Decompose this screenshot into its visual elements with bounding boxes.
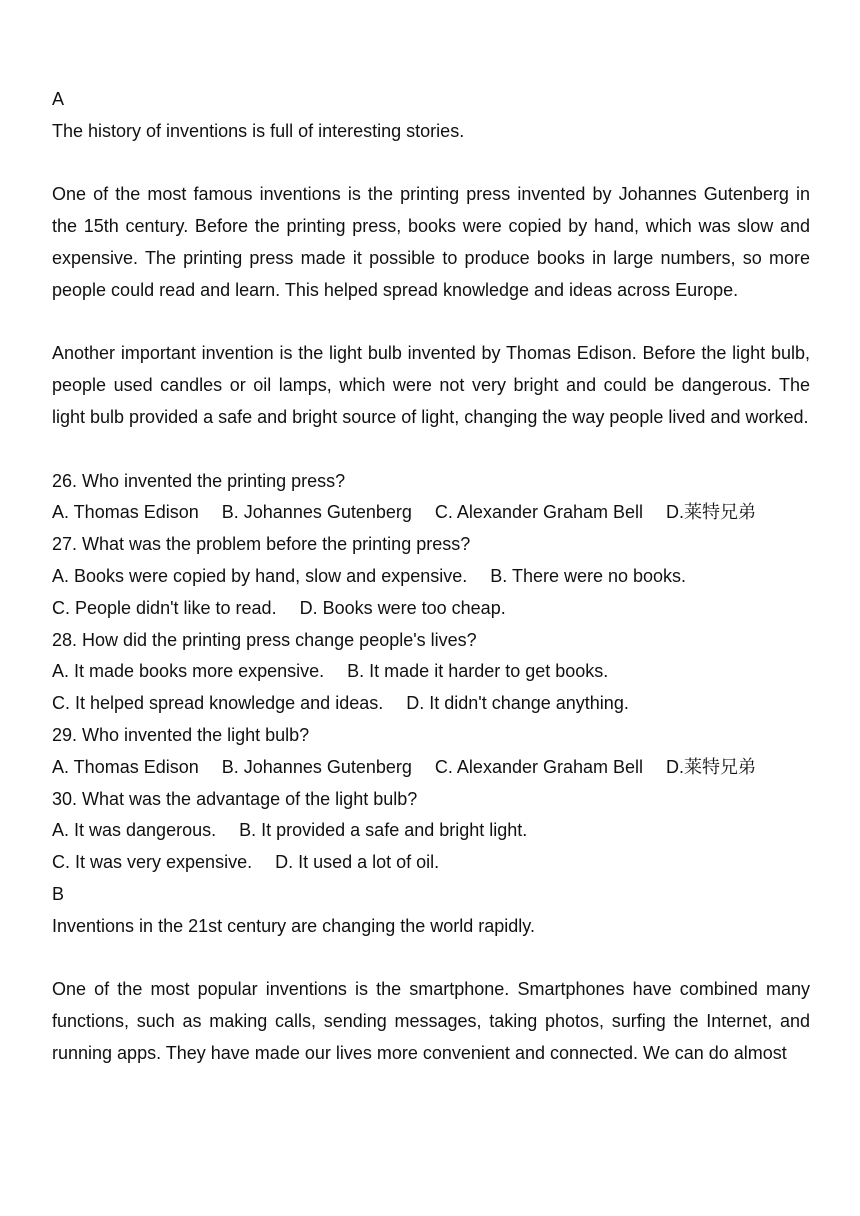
question-29-options <box>52 752 810 784</box>
spacer <box>52 943 810 975</box>
question-26-option-d: D.莱特兄弟 <box>666 502 757 523</box>
question-30-option-a: A. It was dangerous. <box>52 820 217 841</box>
question-29-option-a: A. Thomas Edison <box>52 756 199 777</box>
question-28-option-c: C. It helped spread knowledge and ideas. <box>52 693 384 714</box>
question-27-option-b: B. There were no books. <box>490 565 687 586</box>
question-28-options-line-1 <box>52 656 810 688</box>
question-27-stem: 27. What was the problem before the printing press? <box>52 534 471 555</box>
question-28-option-b: B. It made it harder to get books. <box>347 661 609 682</box>
question-28-option-d: D. It didn't change anything. <box>406 693 629 714</box>
question-28-options-line-2 <box>52 688 810 720</box>
question-28-stem: 28. How did the printing press change people's lives? <box>52 629 477 650</box>
question-30-options-line-1 <box>52 815 810 847</box>
question-30-option-d: D. It used a lot of oil. <box>275 852 440 873</box>
question-26-option-b: B. Johannes Gutenberg <box>221 502 412 523</box>
question-27-option-a: A. Books were copied by hand, slow and expensive. <box>52 565 468 586</box>
question-30-option-b: B. It provided a safe and bright light. <box>239 820 528 841</box>
section-b-label: B <box>52 883 65 904</box>
section-b-intro: Inventions in the 21st century are changing the world rapidly. <box>52 915 535 936</box>
question-30-options-line-2 <box>52 847 810 879</box>
passage-paragraph-light-bulb: Another important invention is the light bulb invented by Thomas Edison. Before the light bulb, people used candles or oil lamps, which were not very bright and could be dangerous. The light bulb provided a safe and bright source of light, changing the way people lived and worked. <box>52 343 810 427</box>
spacer <box>52 307 810 339</box>
question-29-option-b: B. Johannes Gutenberg <box>221 756 412 777</box>
question-29-stem: 29. Who invented the light bulb? <box>52 724 310 745</box>
section-a-intro: The history of inventions is full of interesting stories. <box>52 120 465 141</box>
passage-paragraph-smartphone: One of the most popular inventions is the smartphone. Smartphones have combined many functions, such as making calls, sending messages, taking photos, surfing the Internet, and running apps. They have made our lives more convenient and connected. We can do almost <box>52 979 810 1063</box>
question-29-option-d: D.莱特兄弟 <box>666 756 757 777</box>
question-26-option-c: C. Alexander Graham Bell <box>434 502 644 523</box>
passage-paragraph-printing-press: One of the most famous inventions is the printing press invented by Johannes Gutenberg in the 15th century. Before the printing press, books were copied by hand, which was slow and expensive. The printing press made it possible to produce books in large numbers, so more people could read and learn. This helped spread knowledge and ideas across Europe. <box>52 184 810 300</box>
question-27-option-c: C. People didn't like to read. <box>52 597 277 618</box>
question-30-stem: 30. What was the advantage of the light bulb? <box>52 788 418 809</box>
spacer <box>52 434 810 466</box>
question-26-options <box>52 497 810 529</box>
question-30-option-c: C. It was very expensive. <box>52 852 253 873</box>
section-a-label: A <box>52 89 65 109</box>
question-26-option-a: A. Thomas Edison <box>52 502 199 523</box>
spacer <box>52 148 810 180</box>
question-26-stem: 26. Who invented the printing press? <box>52 470 346 491</box>
question-28-option-a: A. It made books more expensive. <box>52 661 325 682</box>
question-27-options-line-1 <box>52 561 810 593</box>
question-27-options-line-2 <box>52 593 810 625</box>
question-27-option-d: D. Books were too cheap. <box>299 597 506 618</box>
question-29-option-c: C. Alexander Graham Bell <box>434 756 644 777</box>
